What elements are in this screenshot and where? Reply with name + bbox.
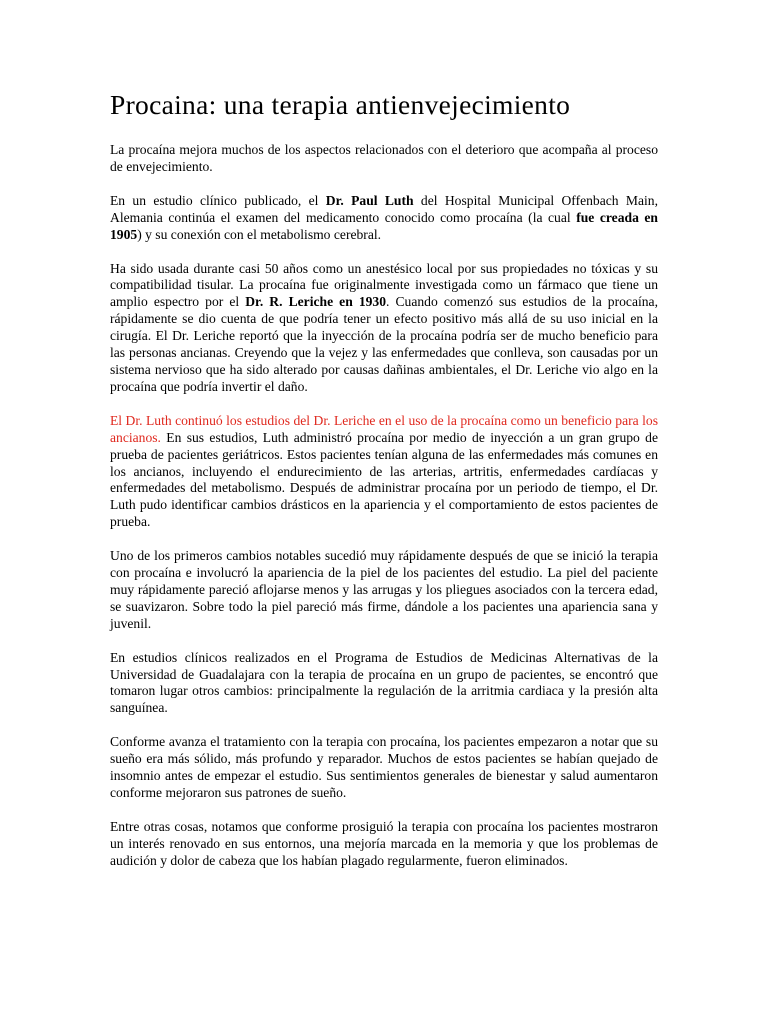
text-run: del Hospital Municipal Offenbach Main, Alemania continúa el examen del medicamento conocido como procaína (la cual bbox=[110, 192, 659, 225]
highlighted-text: El Dr. Luth continuó los estudios del Dr. Leriche en el uso de la procaína como un beneficio para los ancianos. bbox=[110, 412, 658, 445]
paragraph-sleep: Conforme avanza el tratamiento con la terapia con procaína, los pacientes empezaron a notar que su sueño era más sólido, más profundo y reparador. Muchos de estos pacientes se habían quejado de insomnio antes de empezar el estudio. Sus sentimientos generales de bienestar y salud aumentaron conforme mejoraron sus patrones de sueño. bbox=[110, 734, 658, 800]
paragraph-intro: La procaína mejora muchos de los aspectos relacionados con el deterioro que acompaña al proceso de envejecimiento. bbox=[110, 142, 658, 174]
paragraph-luth-study bbox=[110, 193, 658, 244]
paragraph-skin-changes: Uno de los primeros cambios notables sucedió muy rápidamente después de que se inició la terapia con procaína e involucró la apariencia de la piel de los pacientes del estudio. La piel del paciente muy rápidamente pareció aflojarse menos y las arrugas y los pliegues asociados con la tercera edad, se suavizaron. Sobre todo la piel pareció más firme, dándole a los pacientes una apariencia sana y juvenil. bbox=[110, 548, 658, 631]
bold-name: Dr. R. Leriche en 1930 bbox=[245, 294, 387, 310]
text-run: ) y su conexión con el metabolismo cerebral. bbox=[137, 226, 382, 242]
paragraph-other-effects: Entre otras cosas, notamos que conforme prosiguió la terapia con procaína los pacientes mostraron un interés renovado en sus entornos, una mejoría marcada en la memoria y que los problemas de audición y dolor de cabeza que los habían plagado regularmente, fueron eliminados. bbox=[110, 818, 658, 868]
text-run: Ha sido usada durante casi 50 años como un anestésico local por sus propiedades no tóxicas y su compatibilidad tisular. La procaína fue originalmente investigada como un fármaco que tiene un amplio espectro por el bbox=[110, 260, 658, 310]
paragraph-history bbox=[110, 261, 658, 396]
bold-date: fue creada en 1905 bbox=[110, 209, 658, 242]
paragraph-luth-continued bbox=[110, 413, 658, 531]
paragraph-guadalajara: En estudios clínicos realizados en el Programa de Estudios de Medicinas Alternativas de la Universidad de Guadalajara con la terapia de procaína en un grupo de pacientes, se encontró que tomaron lugar otros cambios: principalmente la regulación de la arritmia cardiaca y la presión alta sanguínea. bbox=[110, 649, 658, 716]
text-run: . Cuando comenzó sus estudios de la procaína, rápidamente se dio cuenta de que podría tener un efecto positivo más allá de su uso inicial en la cirugía. El Dr. Leriche reportó que la inyección de la procaína podría ser de mucho beneficio para las personas ancianas. Creyendo que la vejez y las enfermedades que conlleva, son causadas por un sistema nervioso que ha sido alterado por causas dañinas ambientales, el Dr. Leriche vio algo en la procaína que podría invertir el daño. bbox=[110, 294, 658, 394]
bold-name: Dr. Paul Luth bbox=[325, 192, 414, 208]
text-run: En un estudio clínico publicado, el bbox=[110, 192, 326, 208]
text-run: En sus estudios, Luth administró procaína por medio de inyección a un gran grupo de prueba de pacientes geriátricos. Estos pacientes tenían alguna de las enfermedades más comunes en los ancianos, incluyendo el endurecimiento de las arterias, artritis, enfermedades cardíacas y enfermedades del metabolismo. Después de administrar procaína por un periodo de tiempo, el Dr. Luth pudo identificar cambios drásticos en la apariencia y el comportamiento de estos pacientes de prueba. bbox=[110, 429, 658, 530]
page-title: Procaina: una terapia antienvejecimiento bbox=[110, 89, 571, 120]
